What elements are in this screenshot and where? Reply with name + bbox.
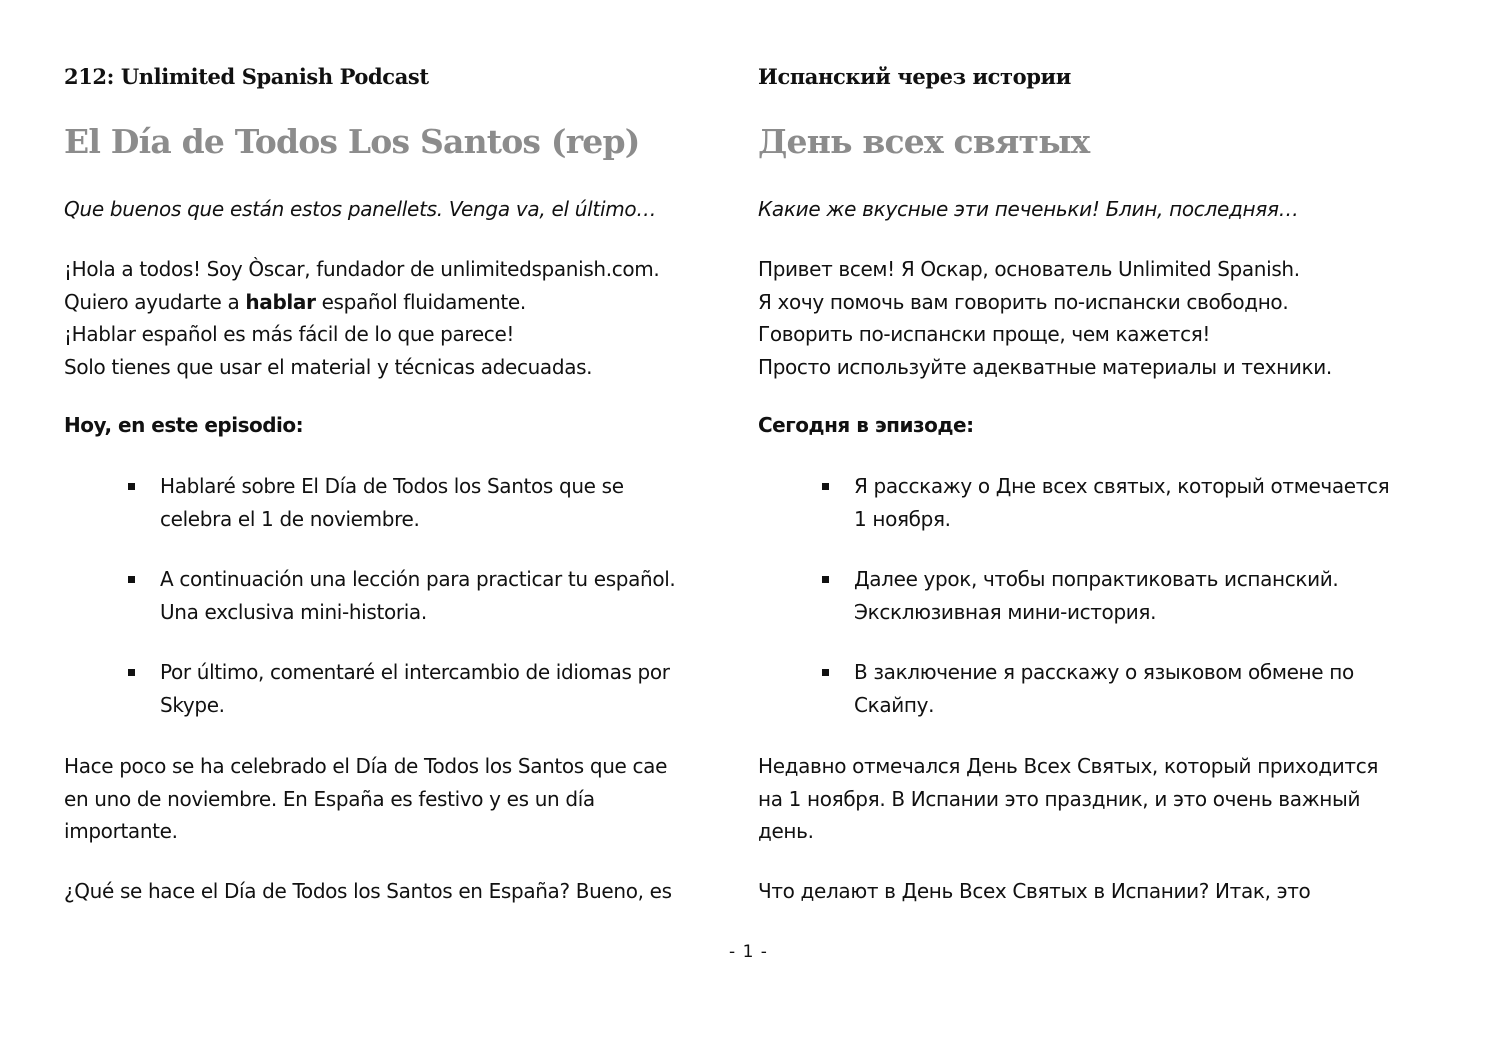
intro-line: ¡Hablar español es más fácil de lo que parece! [64, 322, 515, 347]
list-item-line: celebra el 1 de noviembre. [160, 506, 420, 531]
list-item-text [854, 656, 1444, 721]
list-item-line: Скайпу. [854, 692, 935, 717]
bullet-marker [822, 669, 829, 676]
teaser-line: Que buenos que están estos panellets. Venga va, el último… [64, 197, 657, 221]
paragraph-line: ¿Qué se hace el Día de Todos los Santos en España? Bueno, es [64, 879, 672, 903]
intro-line: Говорить по-испански проще, чем кажется! [758, 322, 1211, 347]
body-paragraph [758, 750, 1448, 848]
intro-text: español fluidamente. [315, 289, 526, 314]
list-item-line: В заключение я расскажу о языковом обмене по [854, 660, 1354, 684]
intro-line: ¡Hola a todos! Soy Òscar, fundador de unlimitedspanish.com. [64, 257, 660, 281]
paragraph-line: Hace poco se ha celebrado el Día de Todos los Santos que cae [64, 754, 668, 778]
intro-bold-word: hablar [245, 289, 316, 314]
list-item-line: Hablaré sobre El Día de Todos los Santos que se [160, 474, 624, 498]
bullet-marker [128, 483, 135, 490]
episode-heading: Сегодня в эпизоде: [758, 413, 974, 437]
bullet-marker [128, 669, 135, 676]
intro-line: Просто используйте адекватные материалы и техники. [758, 354, 1332, 379]
paragraph-line: Недавно отмечался День Всех Святых, который приходится [758, 754, 1379, 778]
list-item-line: Una exclusiva mini-historia. [160, 599, 427, 624]
teaser-line: Какие же вкусные эти печеньки! Блин, последняя… [758, 197, 1299, 221]
list-item-text [160, 563, 750, 628]
body-paragraph [758, 875, 1448, 908]
intro-paragraph [64, 253, 659, 383]
bullet-marker [822, 576, 829, 583]
body-paragraph [64, 750, 754, 848]
episode-title: День всех святых [758, 122, 1090, 161]
list-item-line: 1 ноября. [854, 506, 951, 531]
spanish-column [64, 0, 744, 940]
list-item-line: Эксклюзивная мини-история. [854, 599, 1157, 624]
list-item-line: Skype. [160, 692, 225, 717]
list-item-text [854, 563, 1444, 628]
list-item-line: Я расскажу о Дне всех святых, который отмечается [854, 474, 1390, 498]
episode-title: El Día de Todos Los Santos (rep) [64, 122, 640, 161]
paragraph-line: Что делают в День Всех Святых в Испании? Итак, это [758, 879, 1311, 903]
intro-line: Solo tienes que usar el material y técnicas adecuadas. [64, 354, 593, 379]
intro-line [64, 286, 659, 319]
intro-line: Привет всем! Я Оскар, основатель Unlimited Spanish. [758, 257, 1300, 281]
bullet-marker [128, 576, 135, 583]
list-item-text [160, 656, 750, 721]
list-item-line: Далее урок, чтобы попрактиковать испанский. [854, 567, 1339, 591]
list-item-line: Por último, comentaré el intercambio de idiomas por [160, 660, 670, 684]
podcast-label: Испанский через истории [758, 64, 1071, 89]
episode-heading: Hoy, en este episodio: [64, 413, 304, 437]
russian-column [758, 0, 1438, 940]
paragraph-line: на 1 ноября. В Испании это праздник, и это очень важный [758, 786, 1361, 811]
paragraph-line: день. [758, 819, 814, 844]
paragraph-line: en uno de noviembre. En España es festivo y es un día [64, 786, 595, 811]
paragraph-line: importante. [64, 819, 178, 844]
body-paragraph [64, 875, 754, 908]
bullet-marker [822, 483, 829, 490]
intro-paragraph [758, 253, 1332, 383]
list-item-text [854, 470, 1444, 535]
list-item-line: A continuación una lección para practicar tu español. [160, 567, 676, 591]
page-number: - 1 - [729, 942, 768, 962]
intro-text: Quiero ayudarte a [64, 289, 246, 314]
podcast-label: 212: Unlimited Spanish Podcast [64, 64, 429, 89]
list-item-text [160, 470, 750, 535]
intro-line: Я хочу помочь вам говорить по-испански свободно. [758, 289, 1289, 314]
